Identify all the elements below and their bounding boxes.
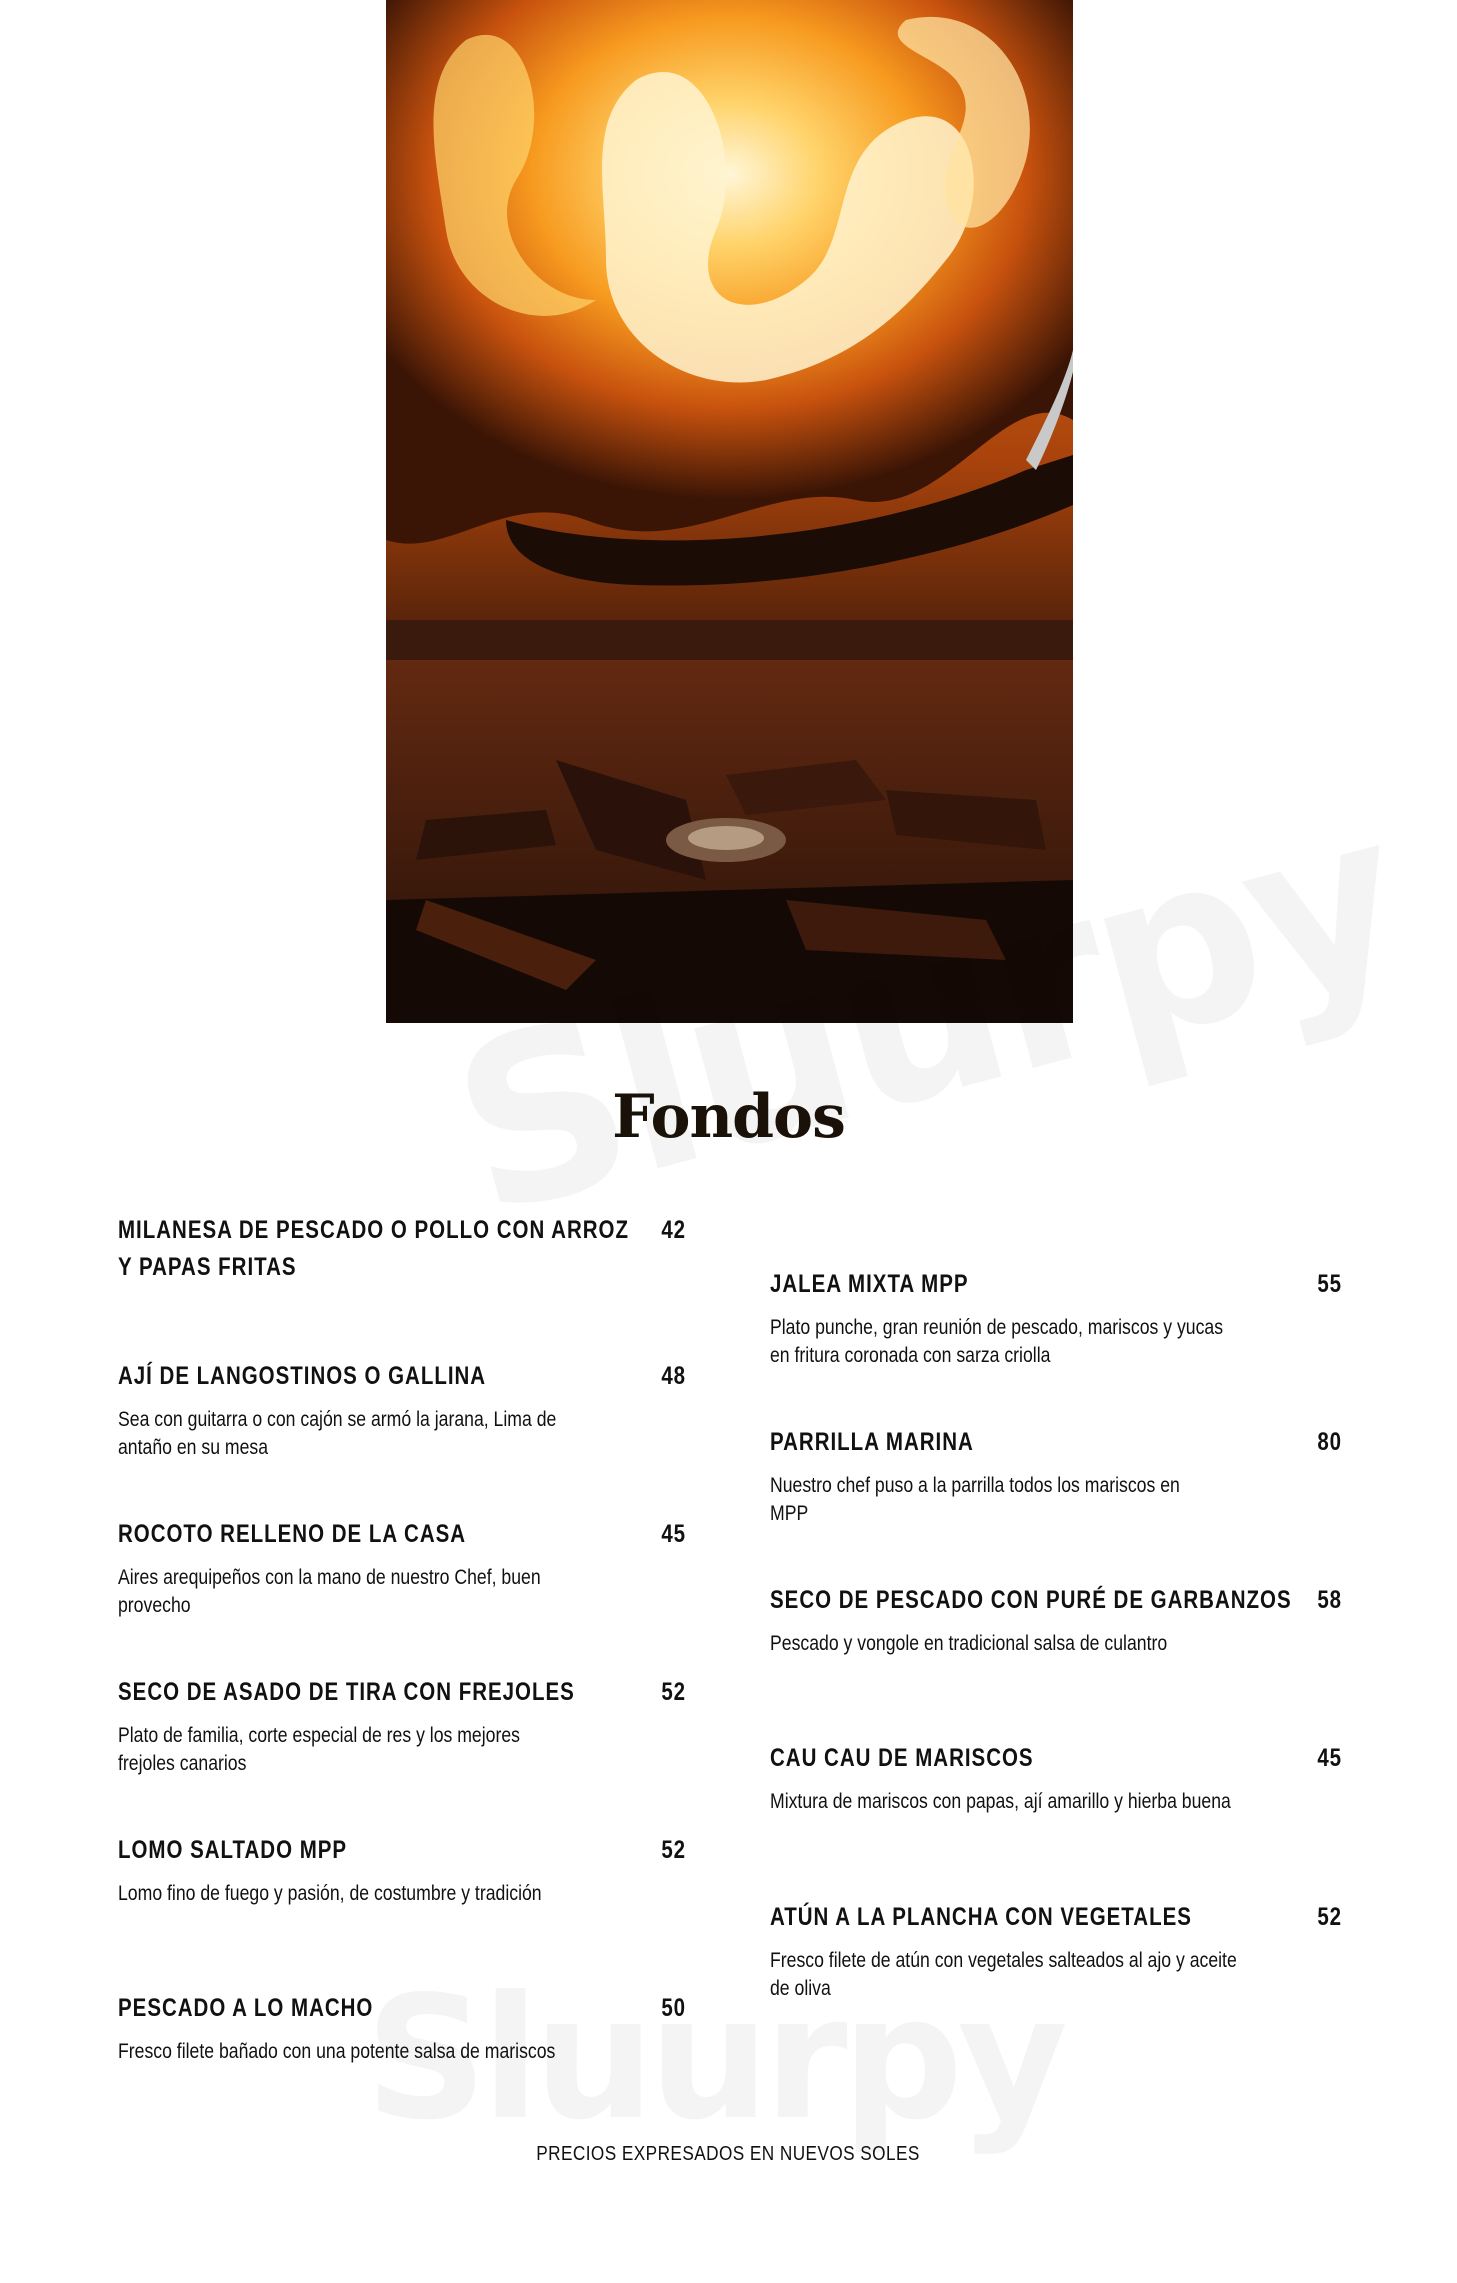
item-name: CAU CAU DE MARISCOS [770, 1744, 1034, 1772]
menu-item [770, 1740, 1342, 1840]
menu-item [118, 1358, 686, 1458]
menu-item [770, 1899, 1342, 1999]
item-price: 80 [1317, 1428, 1342, 1456]
flame-image [386, 0, 1073, 1023]
hero-photo [386, 0, 1073, 1023]
item-description: Plato de familia, corte especial de res y los mejores frejoles canarios [118, 1724, 520, 1775]
menu-item [118, 1674, 686, 1774]
item-description: Nuestro chef puso a la parrilla todos los mariscos en MPP [770, 1474, 1180, 1525]
item-description: Pescado y vongole en tradicional salsa de culantro [770, 1632, 1168, 1655]
item-name: ROCOTO RELLENO DE LA CASA [118, 1520, 467, 1548]
item-name: LOMO SALTADO MPP [118, 1836, 348, 1864]
menu-item [770, 1582, 1342, 1682]
item-description: Plato punche, gran reunión de pescado, mariscos y yucas en fritura coronada con sarza criolla [770, 1316, 1224, 1367]
item-price: 52 [661, 1678, 686, 1706]
item-price: 52 [1317, 1903, 1342, 1931]
menu-item [118, 1832, 686, 1932]
item-price: 55 [1317, 1270, 1342, 1298]
item-price: 50 [661, 1994, 686, 2022]
item-name: MILANESA DE PESCADO O POLLO CON ARROZ Y PAPAS FRITAS [118, 1216, 629, 1281]
item-price: 45 [1317, 1744, 1342, 1772]
item-description: Aires arequipeños con la mano de nuestro Chef, buen provecho [118, 1566, 541, 1617]
item-name: SECO DE ASADO DE TIRA CON FREJOLES [118, 1678, 575, 1706]
item-price: 42 [661, 1216, 686, 1244]
item-name: JALEA MIXTA MPP [770, 1270, 969, 1298]
menu-item [770, 1424, 1342, 1524]
item-price: 48 [661, 1362, 686, 1390]
item-price: 52 [661, 1836, 686, 1864]
menu-item [118, 1212, 686, 1312]
item-description: Fresco filete de atún con vegetales salteados al ajo y aceite de oliva [770, 1949, 1237, 2000]
item-price: 45 [661, 1520, 686, 1548]
price-currency-note: PRECIOS EXPRESADOS EN NUEVOS SOLES [536, 2143, 921, 2165]
menu-item [770, 1266, 1342, 1366]
section-title: Fondos [612, 1082, 845, 1152]
item-description: Fresco filete bañado con una potente salsa de mariscos [118, 2040, 556, 2063]
item-name: ATÚN A LA PLANCHA CON VEGETALES [770, 1903, 1192, 1931]
item-description: Mixtura de mariscos con papas, ají amarillo y hierba buena [770, 1790, 1231, 1813]
menu-item [118, 1990, 686, 2090]
menu-item [118, 1516, 686, 1616]
item-name: AJÍ DE LANGOSTINOS O GALLINA [118, 1362, 487, 1390]
item-description: Sea con guitarra o con cajón se armó la jarana, Lima de antaño en su mesa [118, 1408, 557, 1459]
item-name: PARRILLA MARINA [770, 1428, 974, 1456]
item-description: Lomo fino de fuego y pasión, de costumbre y tradición [118, 1882, 542, 1905]
item-price: 58 [1317, 1586, 1342, 1614]
item-name: SECO DE PESCADO CON PURÉ DE GARBANZOS [770, 1586, 1292, 1614]
item-name: PESCADO A LO MACHO [118, 1994, 374, 2022]
